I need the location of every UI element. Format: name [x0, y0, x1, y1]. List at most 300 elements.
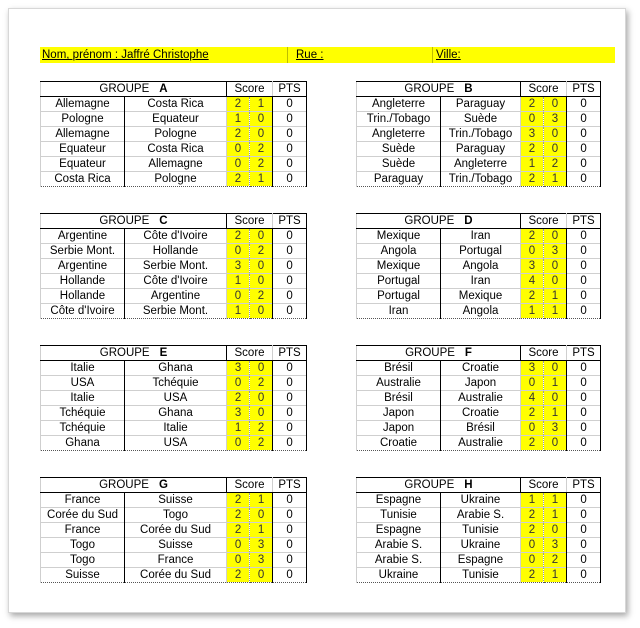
points-cell: 0	[567, 244, 601, 259]
group-letter: A	[159, 83, 168, 95]
group-table	[40, 477, 307, 583]
away-score-cell[interactable]: 1	[544, 406, 567, 421]
group-c-table	[40, 213, 307, 319]
away-score-cell[interactable]: 0	[250, 568, 273, 583]
away-score-cell[interactable]: 0	[250, 508, 273, 523]
away-score-cell[interactable]: 1	[544, 304, 567, 319]
name-label[interactable]: Nom, prénom : Jaffré Christophe	[42, 49, 209, 61]
match-row	[357, 259, 601, 274]
points-cell: 0	[567, 493, 601, 508]
home-score-cell[interactable]: 0	[227, 376, 250, 391]
home-team: Japon	[357, 406, 441, 421]
pts-header: PTS	[567, 214, 601, 229]
away-score-cell[interactable]: 0	[250, 361, 273, 376]
points-cell: 0	[273, 523, 307, 538]
points-cell: 0	[567, 157, 601, 172]
match-row	[41, 391, 307, 406]
home-score-cell[interactable]: 2	[521, 97, 544, 112]
header-separator	[287, 47, 288, 63]
home-team: Suède	[357, 142, 441, 157]
home-score-cell[interactable]: 1	[521, 304, 544, 319]
away-team: Trin./Tobago	[441, 172, 521, 187]
match-row	[357, 127, 601, 142]
points-cell: 0	[273, 127, 307, 142]
match-row	[41, 508, 307, 523]
home-score-cell[interactable]: 2	[227, 493, 250, 508]
home-score-cell[interactable]: 2	[521, 523, 544, 538]
home-score-cell[interactable]: 2	[521, 406, 544, 421]
away-score-cell[interactable]: 3	[544, 244, 567, 259]
match-row	[41, 112, 307, 127]
group-heading	[357, 214, 521, 229]
home-score-cell[interactable]: 0	[521, 538, 544, 553]
points-cell: 0	[567, 361, 601, 376]
away-team: Angola	[441, 304, 521, 319]
group-e-table	[40, 345, 307, 451]
match-row	[41, 376, 307, 391]
points-cell: 0	[567, 553, 601, 568]
away-score-cell[interactable]: 3	[544, 421, 567, 436]
pts-header: PTS	[567, 478, 601, 493]
away-score-cell[interactable]: 2	[544, 553, 567, 568]
away-score-cell[interactable]: 2	[250, 142, 273, 157]
away-team: USA	[125, 436, 227, 451]
away-team: Trin./Tobago	[441, 127, 521, 142]
match-row	[41, 436, 307, 451]
home-score-cell[interactable]: 1	[227, 421, 250, 436]
home-team: Argentine	[41, 229, 125, 244]
match-row	[357, 436, 601, 451]
home-team: France	[41, 523, 125, 538]
away-score-cell[interactable]: 1	[544, 568, 567, 583]
home-team: Angola	[357, 244, 441, 259]
away-team: Argentine	[125, 289, 227, 304]
match-row	[357, 406, 601, 421]
home-score-cell[interactable]: 2	[227, 172, 250, 187]
points-cell: 0	[567, 274, 601, 289]
points-cell: 0	[567, 391, 601, 406]
match-row	[41, 229, 307, 244]
away-score-cell[interactable]: 2	[250, 157, 273, 172]
home-score-cell[interactable]: 2	[521, 142, 544, 157]
home-score-cell[interactable]: 2	[521, 229, 544, 244]
match-row	[357, 523, 601, 538]
home-score-cell[interactable]: 1	[227, 274, 250, 289]
home-score-cell[interactable]: 2	[227, 391, 250, 406]
home-team: Angleterre	[357, 127, 441, 142]
away-team: Côte d'Ivoire	[125, 229, 227, 244]
score-header: Score	[227, 214, 273, 229]
group-table	[40, 81, 307, 187]
away-team: Italie	[125, 421, 227, 436]
points-cell: 0	[273, 289, 307, 304]
match-row	[357, 289, 601, 304]
home-score-cell[interactable]: 3	[521, 361, 544, 376]
away-team: Australie	[441, 436, 521, 451]
away-score-cell[interactable]: 2	[250, 376, 273, 391]
home-score-cell[interactable]: 1	[521, 493, 544, 508]
group-letter: G	[158, 479, 168, 491]
home-team: Mexique	[357, 259, 441, 274]
points-cell: 0	[567, 508, 601, 523]
away-score-cell[interactable]: 0	[250, 127, 273, 142]
home-score-cell[interactable]: 3	[227, 406, 250, 421]
home-team: USA	[41, 376, 125, 391]
away-team: Serbie Mont.	[125, 304, 227, 319]
away-score-cell[interactable]: 0	[544, 229, 567, 244]
home-team: Brésil	[357, 361, 441, 376]
home-team: Allemagne	[41, 127, 125, 142]
away-team: Costa Rica	[125, 97, 227, 112]
score-header: Score	[227, 346, 273, 361]
home-score-cell[interactable]: 0	[521, 244, 544, 259]
home-score-cell[interactable]: 4	[521, 274, 544, 289]
match-row	[41, 421, 307, 436]
score-header: Score	[227, 82, 273, 97]
away-score-cell[interactable]: 0	[250, 391, 273, 406]
points-cell: 0	[273, 436, 307, 451]
away-team: Ghana	[125, 361, 227, 376]
match-row	[357, 421, 601, 436]
away-team: Croatie	[441, 406, 521, 421]
home-team: Côte d'Ivoire	[41, 304, 125, 319]
match-row	[41, 289, 307, 304]
home-team: Brésil	[357, 391, 441, 406]
pts-header: PTS	[273, 346, 307, 361]
away-team: Paraguay	[441, 97, 521, 112]
away-score-cell[interactable]: 1	[544, 289, 567, 304]
points-cell: 0	[273, 376, 307, 391]
away-score-cell[interactable]: 0	[544, 127, 567, 142]
away-score-cell[interactable]: 0	[544, 259, 567, 274]
home-score-cell[interactable]: 0	[227, 436, 250, 451]
away-team: Pologne	[125, 127, 227, 142]
away-score-cell[interactable]: 2	[250, 289, 273, 304]
group-heading	[357, 478, 521, 493]
away-team: Suède	[441, 112, 521, 127]
pts-header: PTS	[273, 478, 307, 493]
match-row	[357, 157, 601, 172]
home-team: France	[41, 493, 125, 508]
points-cell: 0	[567, 259, 601, 274]
home-score-cell[interactable]: 0	[227, 142, 250, 157]
match-row	[41, 172, 307, 187]
away-score-cell[interactable]: 0	[544, 436, 567, 451]
spreadsheet-paper	[8, 8, 626, 613]
away-score-cell[interactable]: 0	[250, 112, 273, 127]
home-score-cell[interactable]: 0	[521, 112, 544, 127]
group-title: GROUPE	[404, 83, 455, 95]
home-team: Iran	[357, 304, 441, 319]
points-cell: 0	[273, 553, 307, 568]
away-team: Côte d'Ivoire	[125, 274, 227, 289]
away-score-cell[interactable]: 2	[544, 157, 567, 172]
home-team: Suède	[357, 157, 441, 172]
away-team: Ghana	[125, 406, 227, 421]
match-row	[41, 304, 307, 319]
points-cell: 0	[567, 523, 601, 538]
group-letter: H	[464, 479, 473, 491]
home-score-cell[interactable]: 0	[227, 538, 250, 553]
match-row	[357, 361, 601, 376]
home-score-cell[interactable]: 2	[227, 568, 250, 583]
group-a-table	[40, 81, 307, 187]
away-score-cell[interactable]: 1	[544, 172, 567, 187]
points-cell: 0	[273, 172, 307, 187]
home-team: Croatie	[357, 436, 441, 451]
points-cell: 0	[567, 421, 601, 436]
home-score-cell[interactable]: 0	[521, 376, 544, 391]
home-team: Allemagne	[41, 97, 125, 112]
away-team: Angola	[441, 259, 521, 274]
points-cell: 0	[273, 229, 307, 244]
away-team: Pologne	[125, 172, 227, 187]
home-score-cell[interactable]: 2	[521, 172, 544, 187]
home-score-cell[interactable]: 0	[227, 553, 250, 568]
away-score-cell[interactable]: 1	[544, 376, 567, 391]
match-row	[41, 538, 307, 553]
home-score-cell[interactable]: 2	[521, 289, 544, 304]
pts-header: PTS	[567, 82, 601, 97]
group-letter: F	[464, 347, 472, 359]
away-score-cell[interactable]: 1	[544, 508, 567, 523]
away-team: Togo	[125, 508, 227, 523]
group-letter: B	[464, 83, 473, 95]
points-cell: 0	[273, 157, 307, 172]
away-score-cell[interactable]: 1	[250, 97, 273, 112]
home-score-cell[interactable]: 2	[521, 568, 544, 583]
group-table	[356, 81, 601, 187]
away-team: Suisse	[125, 538, 227, 553]
points-cell: 0	[567, 568, 601, 583]
away-team: Costa Rica	[125, 142, 227, 157]
away-team: Espagne	[441, 553, 521, 568]
points-cell: 0	[567, 172, 601, 187]
home-team: Suisse	[41, 568, 125, 583]
away-team: Hollande	[125, 244, 227, 259]
home-team: Tunisie	[357, 508, 441, 523]
match-row	[357, 304, 601, 319]
group-heading	[41, 214, 227, 229]
group-heading	[41, 478, 227, 493]
away-team: Corée du Sud	[125, 523, 227, 538]
home-team: Hollande	[41, 289, 125, 304]
home-score-cell[interactable]: 3	[521, 259, 544, 274]
home-score-cell[interactable]: 3	[227, 259, 250, 274]
points-cell: 0	[273, 508, 307, 523]
away-team: Equateur	[125, 112, 227, 127]
away-score-cell[interactable]: 3	[544, 112, 567, 127]
match-row	[41, 157, 307, 172]
match-row	[41, 142, 307, 157]
away-team: Angleterre	[441, 157, 521, 172]
points-cell: 0	[273, 361, 307, 376]
match-row	[357, 229, 601, 244]
points-cell: 0	[273, 568, 307, 583]
away-team: Ukraine	[441, 538, 521, 553]
away-team: Serbie Mont.	[125, 259, 227, 274]
home-score-cell[interactable]: 0	[521, 421, 544, 436]
score-header: Score	[227, 478, 273, 493]
match-row	[41, 568, 307, 583]
away-score-cell[interactable]: 0	[544, 523, 567, 538]
away-team: Tunisie	[441, 523, 521, 538]
home-score-cell[interactable]: 2	[227, 97, 250, 112]
header-bar	[40, 47, 615, 63]
away-team: Brésil	[441, 421, 521, 436]
match-row	[41, 259, 307, 274]
away-score-cell[interactable]: 3	[250, 538, 273, 553]
points-cell: 0	[567, 538, 601, 553]
match-row	[357, 391, 601, 406]
away-score-cell[interactable]: 0	[250, 274, 273, 289]
away-score-cell[interactable]: 3	[250, 553, 273, 568]
group-f-table	[356, 345, 601, 451]
away-team: Iran	[441, 229, 521, 244]
home-score-cell[interactable]: 2	[227, 523, 250, 538]
points-cell: 0	[273, 406, 307, 421]
home-score-cell[interactable]: 2	[521, 508, 544, 523]
group-table	[356, 477, 601, 583]
away-score-cell[interactable]: 1	[250, 172, 273, 187]
points-cell: 0	[273, 304, 307, 319]
city-label[interactable]: Ville:	[436, 49, 461, 61]
group-title: GROUPE	[405, 347, 455, 359]
match-row	[41, 523, 307, 538]
group-title: GROUPE	[99, 215, 150, 227]
away-team: Tchéquie	[125, 376, 227, 391]
points-cell: 0	[273, 538, 307, 553]
away-team: France	[125, 553, 227, 568]
group-heading	[41, 82, 227, 97]
home-score-cell[interactable]: 1	[521, 157, 544, 172]
home-score-cell[interactable]: 0	[521, 553, 544, 568]
home-score-cell[interactable]: 3	[521, 127, 544, 142]
away-team: USA	[125, 391, 227, 406]
points-cell: 0	[273, 259, 307, 274]
points-cell: 0	[567, 406, 601, 421]
match-row	[357, 97, 601, 112]
group-table	[40, 345, 307, 451]
away-score-cell[interactable]: 0	[544, 391, 567, 406]
street-label[interactable]: Rue :	[296, 49, 324, 61]
points-cell: 0	[273, 493, 307, 508]
home-team: Paraguay	[357, 172, 441, 187]
home-team: Pologne	[41, 112, 125, 127]
group-heading	[357, 82, 521, 97]
home-score-cell[interactable]: 1	[227, 304, 250, 319]
away-team: Allemagne	[125, 157, 227, 172]
score-header: Score	[521, 346, 567, 361]
points-cell: 0	[567, 142, 601, 157]
home-team: Ghana	[41, 436, 125, 451]
home-team: Japon	[357, 421, 441, 436]
away-score-cell[interactable]: 0	[544, 142, 567, 157]
away-score-cell[interactable]: 0	[544, 361, 567, 376]
home-score-cell[interactable]: 2	[227, 508, 250, 523]
home-team: Argentine	[41, 259, 125, 274]
away-score-cell[interactable]: 1	[250, 523, 273, 538]
away-score-cell[interactable]: 1	[544, 493, 567, 508]
away-score-cell[interactable]: 2	[250, 421, 273, 436]
match-row	[41, 553, 307, 568]
score-header: Score	[521, 214, 567, 229]
group-h-table	[356, 477, 601, 583]
away-team: Japon	[441, 376, 521, 391]
home-team: Corée du Sud	[41, 508, 125, 523]
home-team: Serbie Mont.	[41, 244, 125, 259]
match-row	[357, 376, 601, 391]
home-team: Arabie S.	[357, 553, 441, 568]
away-team: Croatie	[441, 361, 521, 376]
home-score-cell[interactable]: 4	[521, 391, 544, 406]
home-team: Italie	[41, 361, 125, 376]
home-score-cell[interactable]: 0	[227, 244, 250, 259]
home-score-cell[interactable]: 0	[227, 157, 250, 172]
away-score-cell[interactable]: 2	[250, 244, 273, 259]
away-score-cell[interactable]: 2	[250, 436, 273, 451]
match-row	[41, 406, 307, 421]
points-cell: 0	[567, 376, 601, 391]
home-score-cell[interactable]: 2	[521, 436, 544, 451]
points-cell: 0	[273, 421, 307, 436]
away-team: Paraguay	[441, 142, 521, 157]
away-team: Suisse	[125, 493, 227, 508]
away-score-cell[interactable]: 0	[544, 274, 567, 289]
away-team: Ukraine	[441, 493, 521, 508]
group-letter: D	[464, 215, 473, 227]
away-team: Portugal	[441, 244, 521, 259]
match-row	[41, 274, 307, 289]
home-score-cell[interactable]: 3	[227, 361, 250, 376]
group-title: GROUPE	[99, 347, 150, 359]
match-row	[41, 127, 307, 142]
away-score-cell[interactable]: 0	[250, 229, 273, 244]
away-score-cell[interactable]: 0	[250, 259, 273, 274]
home-team: Arabie S.	[357, 538, 441, 553]
score-header: Score	[521, 478, 567, 493]
points-cell: 0	[567, 97, 601, 112]
group-table	[40, 213, 307, 319]
group-heading	[41, 346, 227, 361]
match-row	[41, 361, 307, 376]
home-team: Tchéquie	[41, 421, 125, 436]
away-score-cell[interactable]: 1	[250, 493, 273, 508]
away-score-cell[interactable]: 3	[544, 538, 567, 553]
points-cell: 0	[567, 436, 601, 451]
pts-header: PTS	[273, 82, 307, 97]
away-score-cell[interactable]: 0	[250, 304, 273, 319]
home-team: Portugal	[357, 289, 441, 304]
home-score-cell[interactable]: 0	[227, 289, 250, 304]
group-title: GROUPE	[99, 479, 149, 491]
points-cell: 0	[567, 127, 601, 142]
home-team: Italie	[41, 391, 125, 406]
home-score-cell[interactable]: 2	[227, 229, 250, 244]
away-score-cell[interactable]: 0	[250, 406, 273, 421]
points-cell: 0	[567, 112, 601, 127]
points-cell: 0	[273, 97, 307, 112]
away-score-cell[interactable]: 0	[544, 97, 567, 112]
header-separator	[432, 47, 433, 63]
home-team: Togo	[41, 538, 125, 553]
home-score-cell[interactable]: 2	[227, 127, 250, 142]
match-row	[41, 97, 307, 112]
score-header: Score	[521, 82, 567, 97]
home-score-cell[interactable]: 1	[227, 112, 250, 127]
group-title: GROUPE	[404, 215, 455, 227]
points-cell: 0	[567, 229, 601, 244]
